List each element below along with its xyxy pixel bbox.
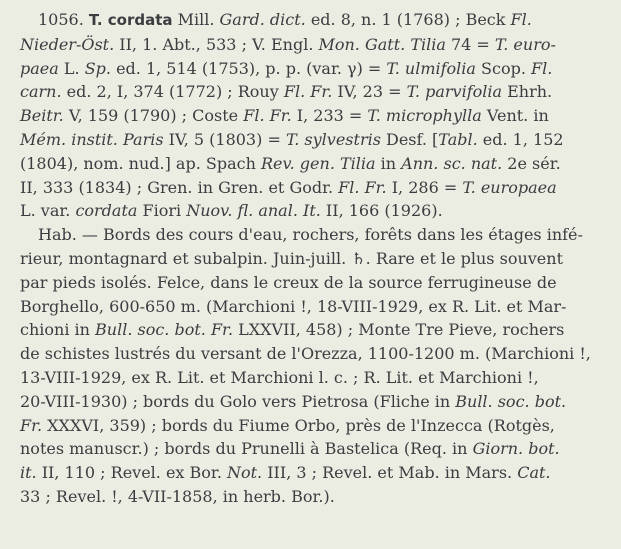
text-run: in (375, 153, 402, 173)
text-line (20, 80, 603, 104)
text-run: I, 233 = (291, 106, 368, 126)
italic-citation: cordata (75, 201, 138, 221)
text-run: Desf. [ (380, 129, 439, 149)
text-line (20, 414, 603, 438)
italic-citation: Bull. soc. bot. (455, 391, 567, 411)
text-run: I, 286 = (386, 177, 463, 197)
text-run: II, 333 (1834) ; Gren. in Gren. et Godr. (20, 177, 339, 197)
italic-citation: Tabl. (438, 129, 478, 149)
text-run: L. var. (20, 201, 76, 221)
text-run: LXXVII, 458) ; Monte Tre Pieve, rochers (233, 320, 565, 340)
text-run: Scop. (475, 58, 531, 78)
italic-citation: T. europaea (462, 177, 557, 197)
text-run: rieur, montagnard et subalpin. Juin-juill. ♄. Rare et le plus souvent (20, 248, 563, 268)
text-run: Borghello, 600-650 m. (Marchioni !, 18-VIII-1929, ex R. Lit. et Mar- (20, 296, 567, 316)
text-run: Hab. — Bords des cours d'eau, rochers, forêts dans les étages infé- (38, 225, 583, 245)
text-line (20, 366, 603, 390)
italic-citation: Fl. (510, 10, 532, 29)
text-run: ed. 1, 514 (1753), p. p. (var. γ) = (110, 58, 387, 78)
italic-citation: Nuov. fl. anal. It. (186, 201, 321, 221)
text-run: XXXVI, 359) ; bords du Fiume Orbo, près de l'Inzecca (Rotgès, (42, 415, 555, 435)
text-line (20, 152, 603, 176)
italic-citation: Fr. (20, 415, 43, 435)
text-run: L. (58, 58, 85, 78)
italic-citation: Ann. sc. nat. (401, 153, 503, 173)
text-run: II, 110 ; Revel. ex Bor. (36, 463, 227, 483)
text-run: de schistes lustrés du versant de l'Orezza, 1100-1200 m. (Marchioni !, (20, 344, 591, 364)
italic-citation: Mém. instit. Paris (20, 129, 164, 149)
text-run: 74 = (445, 34, 495, 54)
species-name: T. cordata (88, 11, 173, 29)
text-run: IV, 23 = (332, 82, 407, 102)
text-line (20, 33, 603, 57)
italic-citation: Giorn. bot. (472, 439, 560, 459)
text-line (20, 461, 603, 485)
entry-number: 1056. (38, 10, 89, 29)
text-line (20, 318, 603, 342)
italic-citation: T. sylvestris (285, 129, 381, 149)
text-run: ed. 1, 152 (477, 129, 564, 149)
text-line (20, 128, 603, 152)
text-run: Ehrh. (502, 82, 553, 102)
text-run: IV, 5 (1803) = (163, 129, 286, 149)
text-run: 2e sér. (502, 153, 561, 173)
text-run: chioni in (20, 320, 96, 340)
text-run: Mill. (177, 10, 220, 29)
text-line (20, 176, 603, 200)
text-run: par pieds isolés. Felce, dans le creux de la source ferrugineuse de (20, 272, 557, 292)
italic-citation: it. (20, 463, 37, 483)
italic-citation: T. parvifolia (406, 82, 503, 102)
text-run: Fiori (137, 201, 187, 221)
text-line (20, 485, 603, 509)
italic-citation: T. microphylla (367, 106, 482, 126)
text-line (20, 8, 603, 33)
text-run: 33 ; Revel. !, 4-VII-1858, in herb. Bor.). (20, 486, 335, 506)
text-line (20, 342, 603, 366)
text-line (20, 271, 603, 295)
italic-citation: Fl. (531, 58, 553, 78)
text-line (20, 247, 603, 271)
text-run: (1804), nom. nud.] ap. Spach (20, 153, 261, 173)
italic-citation: Not. (226, 463, 263, 483)
text-run: V, 159 (1790) ; Coste (63, 106, 244, 126)
text-run: III, 3 ; Revel. et Mab. in Mars. (262, 463, 518, 483)
italic-citation: Sp. (84, 58, 111, 78)
text-run: 20-VIII-1930) ; bords du Golo vers Pietrosa (Fliche in (20, 391, 456, 411)
text-line (20, 57, 603, 81)
text-run: II, 166 (1926). (320, 201, 443, 221)
italic-citation: T. euro- (494, 34, 556, 54)
text-run: ed. 2, I, 374 (1772) ; Rouy (61, 82, 284, 102)
italic-citation: T. ulmifolia (386, 58, 476, 78)
italic-citation: Fl. Fr. (283, 82, 333, 102)
habitat-paragraph (20, 223, 603, 509)
italic-citation: Fl. Fr. (243, 106, 292, 126)
text-line (20, 437, 603, 461)
text-line (20, 199, 603, 223)
species-entry (20, 8, 603, 223)
text-line (20, 295, 603, 319)
text-line (20, 390, 603, 414)
italic-citation: Rev. gen. Tilia (260, 153, 376, 173)
text-run: II, 1. Abt., 533 ; V. Engl. (114, 34, 319, 54)
text-run: 13-VIII-1929, ex R. Lit. et Marchioni l. c. ; R. Lit. et Marchioni !, (20, 367, 539, 387)
text-run: notes manuscr.) ; bords du Prunelli à Bastelica (Req. in (20, 439, 473, 459)
italic-citation: Bull. soc. bot. Fr. (95, 320, 234, 340)
text-run: ed. 8, n. 1 (1768) ; Beck (305, 10, 511, 29)
italic-citation: Gard. dict. (219, 10, 306, 29)
italic-citation: Mon. Gatt. Tilia (318, 34, 446, 54)
italic-citation: Fl. Fr. (338, 177, 387, 197)
italic-citation: paea (20, 58, 59, 78)
text-line (20, 223, 603, 247)
italic-citation: carn. (20, 82, 62, 102)
text-line (20, 104, 603, 128)
text-run: Vent. in (481, 106, 549, 126)
italic-citation: Beitr. (20, 106, 64, 126)
italic-citation: Nieder-Öst. (20, 34, 115, 54)
italic-citation: Cat. (517, 463, 551, 483)
